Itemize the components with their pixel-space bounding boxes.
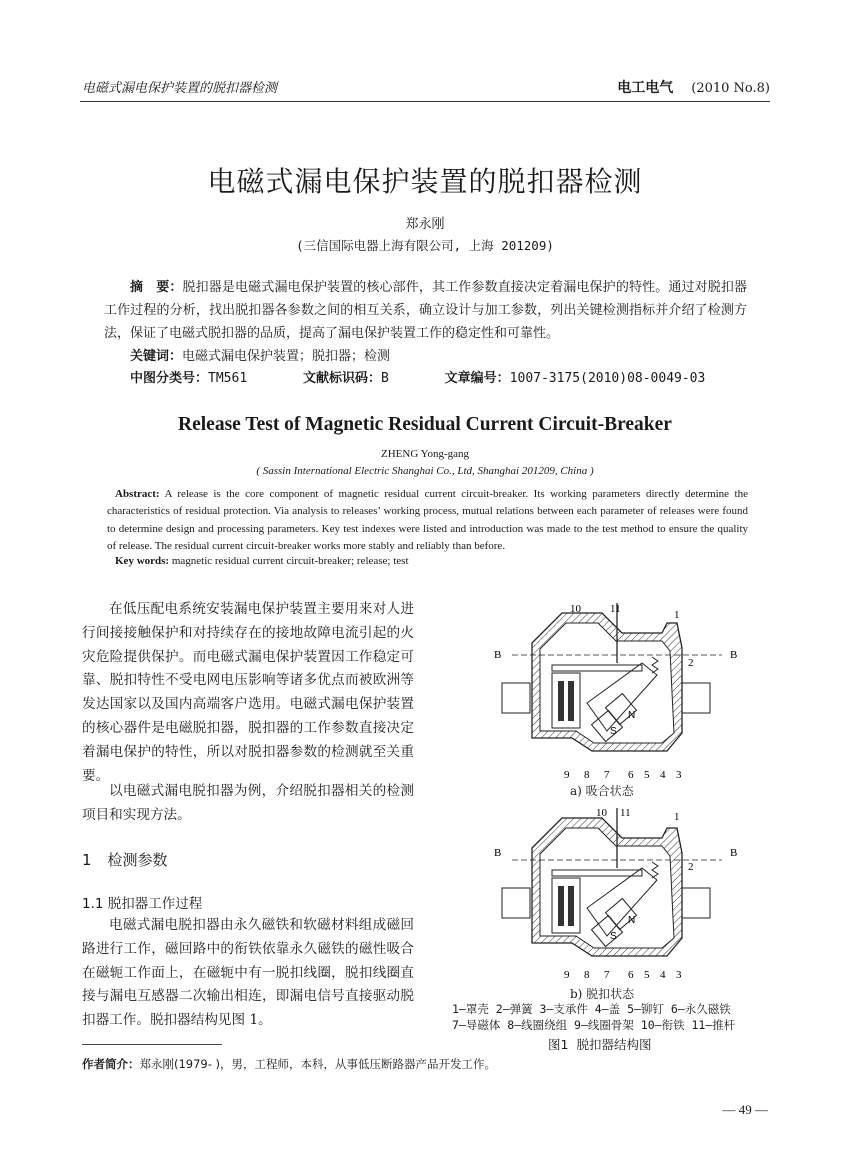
- footnote-rule: [82, 1044, 222, 1045]
- abstract-cn-label: 摘 要：: [130, 280, 183, 295]
- footnote-label: 作者简介：: [82, 1057, 140, 1071]
- fig-a-magnet-n: N: [628, 710, 636, 721]
- author-en: ZHENG Yong-gang: [381, 448, 469, 460]
- fig-b-label-3: 3: [676, 969, 682, 981]
- running-title: 电磁式漏电保护装置的脱扣器检测: [82, 81, 278, 96]
- fig-a-side-right: B: [730, 649, 738, 661]
- legend-line-1: 1—罩壳 2—弹簧 3—支承件 4—盖 5—铆钉 6—永久磁铁: [452, 1002, 731, 1016]
- fig-a-label-4: 4: [660, 769, 666, 781]
- figure-legend: [452, 1001, 735, 1033]
- legend-line-2: 7—导磁体 8—线圈绕组 9—线圈骨架 10—衔铁 11—推杆: [452, 1018, 736, 1032]
- body-paragraph-2: 以电磁式漏电脱扣器为例，介绍脱扣器相关的检测项目和实现方法。: [82, 783, 414, 823]
- header-rule: [80, 101, 770, 102]
- author-footnote: [82, 1056, 496, 1072]
- clc-label: 中图分类号：: [130, 371, 209, 386]
- keywords-en-label: Key words:: [115, 555, 170, 567]
- body-paragraph-3: 电磁式漏电脱扣器由永久磁铁和软磁材料组成磁回路进行工作，磁回路中的衔铁依靠永久磁铁的磁性吸合在磁轭工作面上，在磁轭中有一脱扣线圈，脱扣线圈直接与漏电互感器二次输出相连，即漏电信号直接驱动脱扣器工作。脱扣器结构见图 1。: [82, 917, 414, 1029]
- section-1-number: 1: [82, 851, 92, 869]
- keywords-cn-text: 电磁式漏电保护装置；脱扣器；检测: [182, 349, 391, 364]
- abstract-en-label: Abstract:: [115, 488, 160, 500]
- author-cn: 郑永刚: [405, 217, 445, 232]
- abstract-en: [107, 486, 748, 556]
- footnote-text: 郑永刚(1979- )，男，工程师，本科，从事低压断路器产品开发工作。: [139, 1057, 497, 1071]
- fig-b-label-10: 10: [596, 807, 607, 819]
- fig-b-magnet-s: S: [610, 931, 617, 942]
- figure-a-caption: a) 吸合状态: [570, 784, 634, 798]
- article-value: 1007-3175(2010)08-0049-03: [509, 371, 706, 386]
- abstract-cn-text: 脱扣器是电磁式漏电保护装置的核心部件，其工作参数直接决定着漏电保护的特性。通过对脱扣器工作过程的分析，找出脱扣器各参数之间的相互关系，确立设计与加工参数，列出关键检测指标并介绍了检测方法，保证了电磁式脱扣器的品质，提高了漏电保护装置工作的稳定性和可靠性。: [104, 280, 747, 341]
- abstract-cn: [104, 276, 747, 345]
- fig-b-label-4: 4: [660, 969, 666, 981]
- figure-caption: [548, 1035, 659, 1053]
- keywords-en: [115, 555, 409, 567]
- title-cn: 电磁式漏电保护装置的脱扣器检测: [207, 165, 643, 198]
- fig-a-label-8: 8: [584, 769, 590, 781]
- clc-value: TM561: [208, 371, 248, 386]
- fig-a-label-6: 6: [628, 769, 634, 781]
- abstract-en-text: A release is the core component of magnetic residual current circuit-breaker. Its working parameters directly determine the characteristics of residual protection. Via analysis to releases’ working process, mutual relations between each parameter of releases were found to determine design and processing parameters. Key test indexes were listed and introduction was made to the test method to ensure the quality of release. The residual current circuit-breaker works more stably and reliably than before.: [107, 488, 748, 553]
- fig-a-label-3: 3: [676, 769, 682, 781]
- classification: [130, 367, 753, 386]
- doc-label: 文献标识码：: [302, 371, 381, 386]
- issue-number: (2010 No.8): [691, 81, 770, 96]
- fig-b-magnet-n: N: [628, 915, 636, 926]
- figure-number: 图1: [548, 1037, 569, 1052]
- section-1-1-heading: 1.1 脱扣器工作过程: [82, 896, 203, 912]
- affiliation-en: ( Sassin International Electric Shanghai Co., Ltd, Shanghai 201209, China ): [256, 465, 594, 477]
- fig-b-label-5: 5: [644, 969, 650, 981]
- affiliation-cn: (三信国际电器上海有限公司, 上海 201209): [296, 238, 554, 253]
- keywords-en-text: magnetic residual current circuit-breaker; release; test: [171, 555, 409, 567]
- figure-b-caption: b) 脱扣状态: [570, 987, 635, 1001]
- fig-b-label-8: 8: [584, 969, 590, 981]
- article-label: 文章编号：: [444, 371, 510, 386]
- journal-issue: [617, 77, 770, 97]
- section-1-heading: [82, 849, 168, 870]
- fig-b-label-1: 1: [674, 811, 680, 823]
- fig-a-magnet-s: S: [610, 726, 617, 737]
- fig-a-side-left: B: [494, 649, 502, 661]
- doc-value: B: [381, 371, 389, 386]
- fig-a-label-7: 7: [604, 769, 610, 781]
- fig-a-label-2: 2: [688, 657, 694, 669]
- fig-b-label-11: 11: [620, 807, 631, 819]
- fig-a-label-11: 11: [610, 603, 621, 615]
- figure-title: 脱扣器结构图: [576, 1037, 652, 1052]
- fig-b-label-2: 2: [688, 861, 694, 873]
- keywords-cn-label: 关键词：: [130, 349, 183, 364]
- fig-b-side-left: B: [494, 847, 502, 859]
- fig-a-label-10: 10: [570, 603, 581, 615]
- page-number: — 49 —: [722, 1102, 768, 1117]
- journal-name: 电工电气: [617, 80, 674, 96]
- fig-b-label-6: 6: [628, 969, 634, 981]
- fig-b-label-9: 9: [564, 969, 570, 981]
- keywords-cn: [130, 345, 390, 364]
- fig-a-label-5: 5: [644, 769, 650, 781]
- fig-a-label-1: 1: [674, 609, 680, 621]
- fig-b-side-right: B: [730, 847, 738, 859]
- fig-b-label-7: 7: [604, 969, 610, 981]
- section-1-title: 检测参数: [107, 851, 168, 869]
- title-en: Release Test of Magnetic Residual Current Circuit-Breaker: [178, 414, 672, 435]
- body-paragraph-1: 在低压配电系统安装漏电保护装置主要用来对人进行间接接触保护和对持续存在的接地故障电流引起的火灾危险提供保护。而电磁式漏电保护装置因工作稳定可靠、脱扣特性不受电网电压影响等诸多优点而被欧洲等发达国家以及国内高端客户选用。电磁式漏电保护装置的核心器件是电磁脱扣器，脱扣器的工作参数直接决定着漏电保护的特性，所以对脱扣器参数的检测就至关重要。: [82, 601, 414, 784]
- fig-a-label-9: 9: [564, 769, 570, 781]
